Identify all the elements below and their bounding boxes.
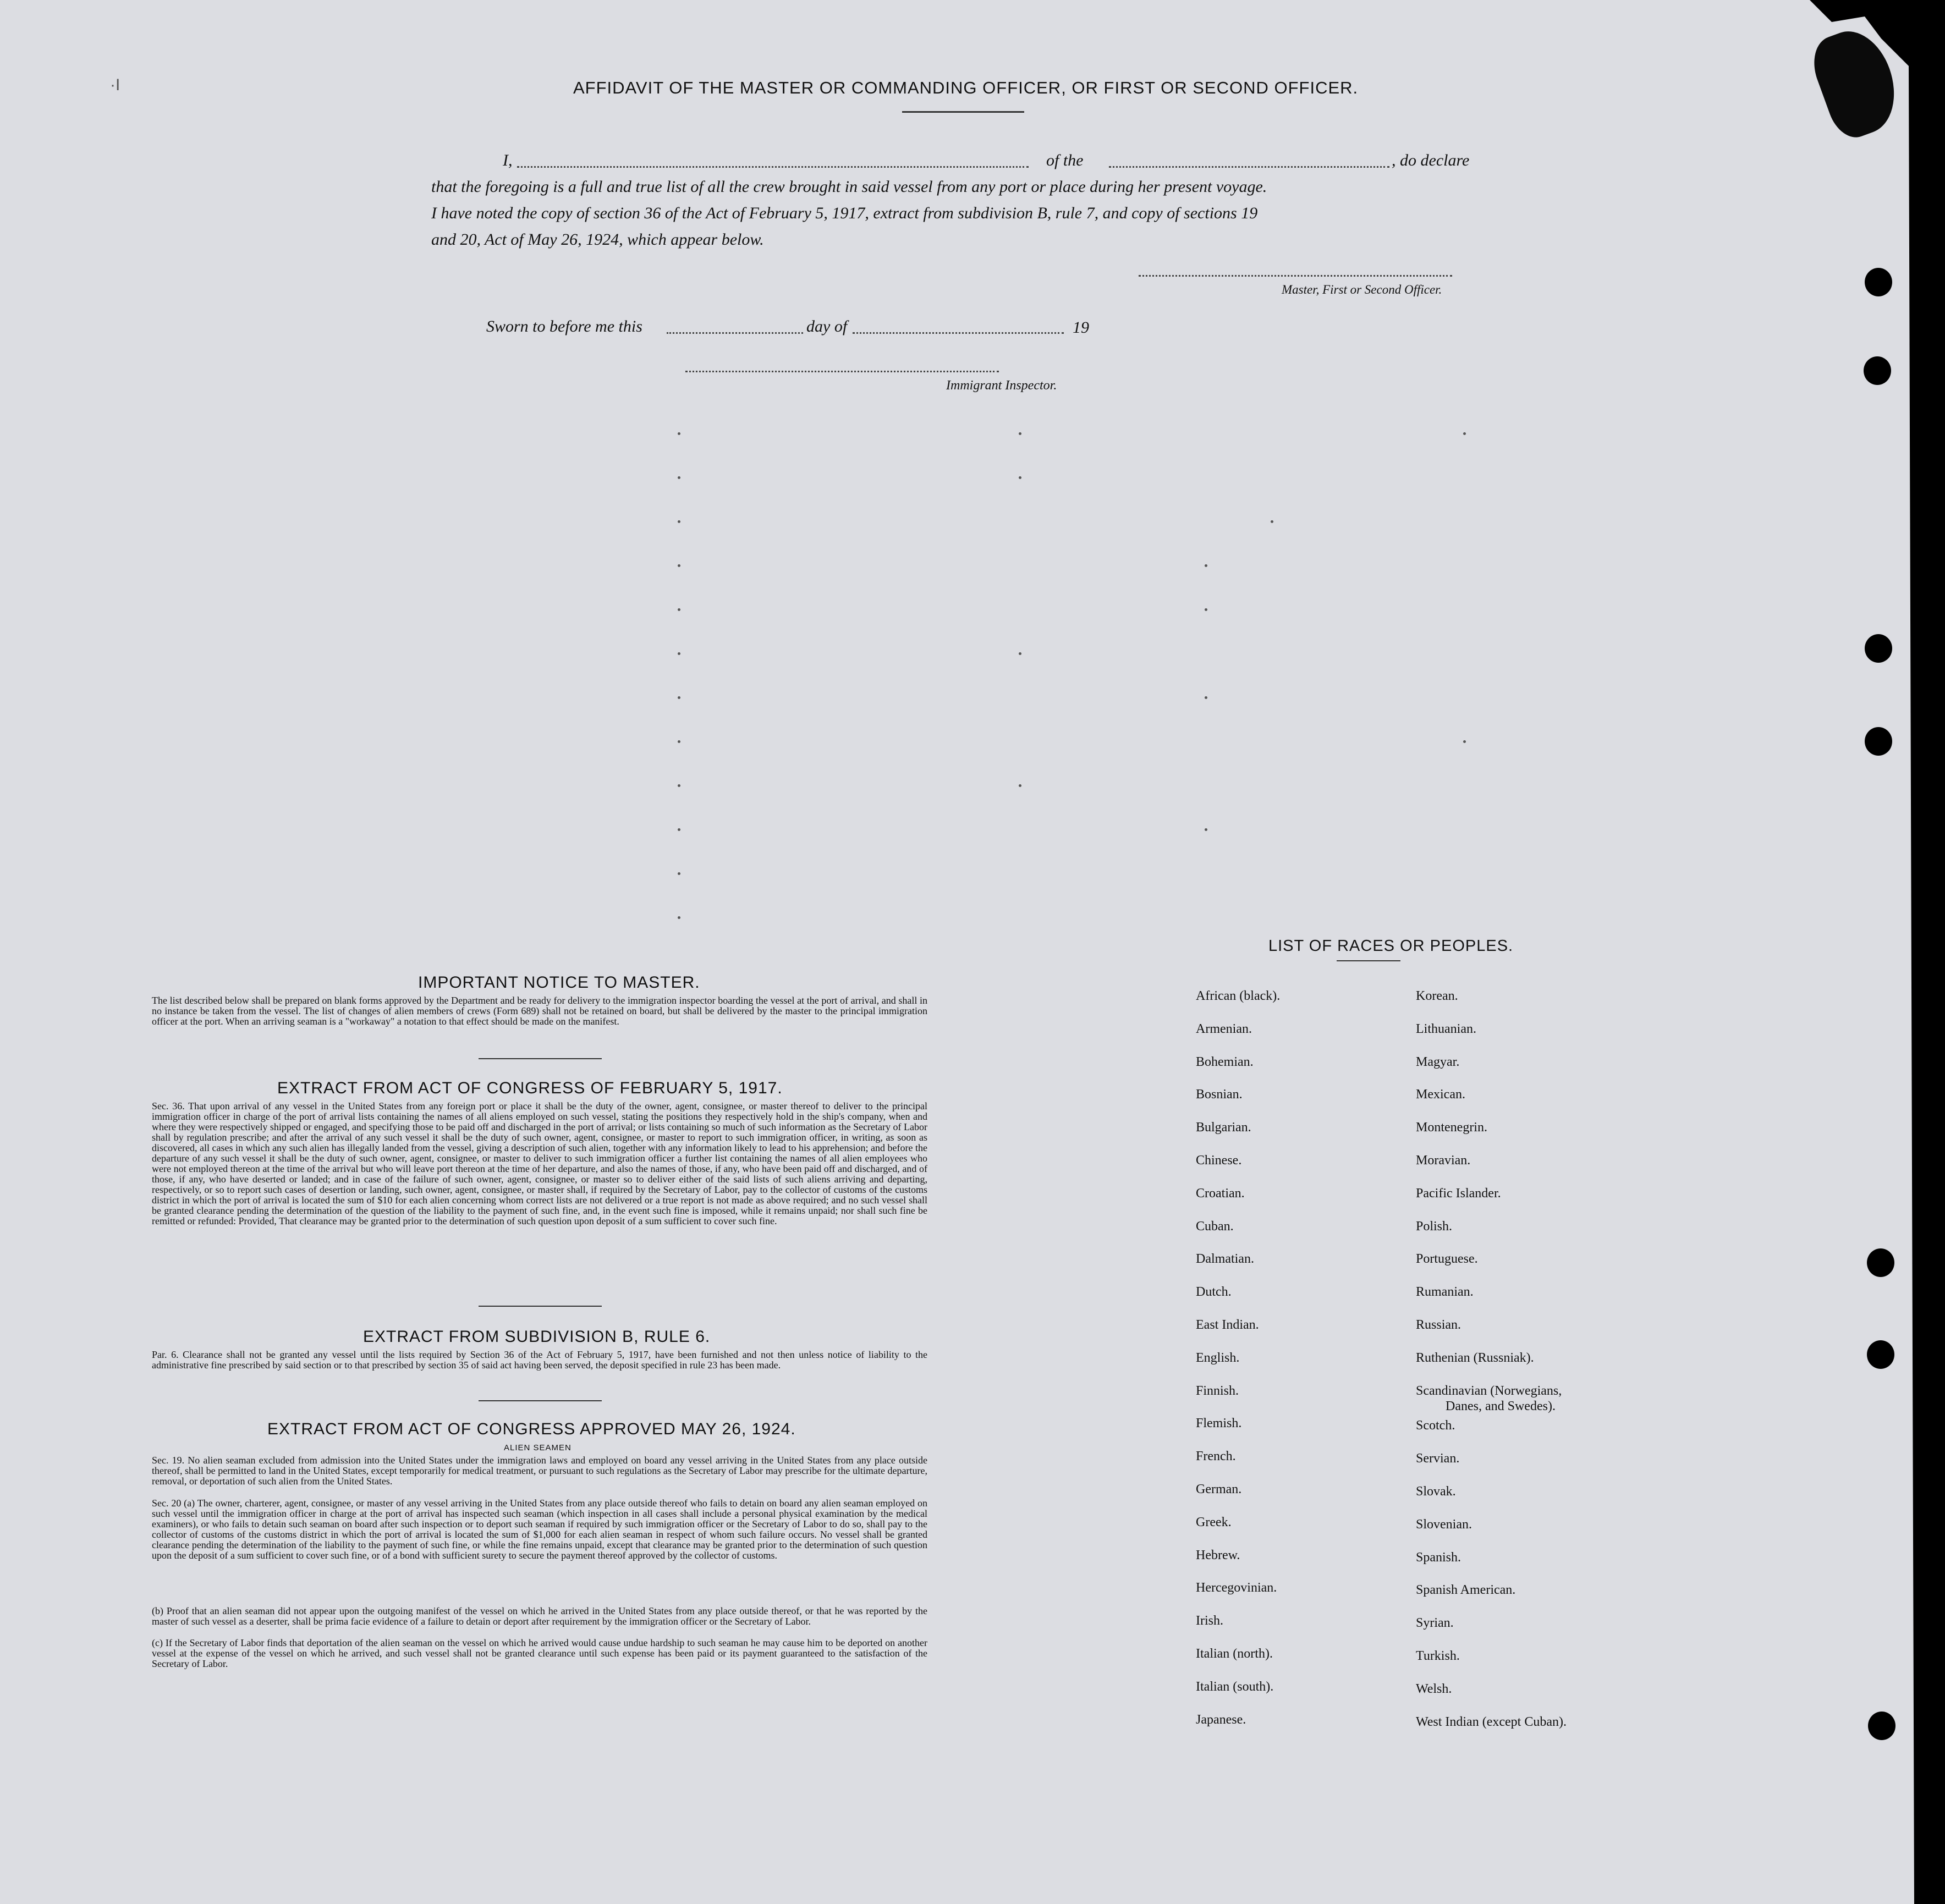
race-item: Armenian.: [1196, 1021, 1252, 1036]
race-item: Rumanian.: [1416, 1285, 1474, 1300]
affidavit-title: AFFIDAVIT OF THE MASTER OR COMMANDING OFFICER, OR FIRST OR SECOND OFFICER.: [573, 78, 1359, 97]
race-item: Moravian.: [1416, 1153, 1471, 1168]
race-item: Greek.: [1196, 1515, 1232, 1529]
race-item: Polish.: [1416, 1219, 1453, 1234]
race-item: Spanish.: [1416, 1550, 1462, 1565]
race-item: Bohemian.: [1196, 1054, 1254, 1069]
extract-rule-divider: [479, 1400, 602, 1401]
extract-1924-sec20c: (c) If the Secretary of Labor finds that deportation of the alien seaman on the vessel on which he arrived would cause undue hardship to such seaman he may cause him to be deported on another vessel at the expense of the vessel on which he arrived, and such vessel shall not be granted clearance until such expense has been paid or its payment guaranteed to the satisfaction of the Secretary of Labor.: [152, 1637, 927, 1669]
race-item: Scandinavian (Norwegians,: [1416, 1383, 1562, 1398]
race-item: Portuguese.: [1416, 1252, 1478, 1267]
race-item: Slovak.: [1416, 1484, 1456, 1499]
affidavit-line-3: I have noted the copy of section 36 of the Act of February 5, 1917, extract from subdivision B, rule 7, and copy of sections 19: [431, 204, 1258, 222]
extract-rule-title: EXTRACT FROM SUBDIVISION B, RULE 6.: [363, 1328, 711, 1346]
race-item: Spanish American.: [1416, 1583, 1516, 1598]
affidavit-line-4: and 20, Act of May 26, 1924, which appear below.: [431, 230, 764, 249]
race-item: Italian (south).: [1196, 1679, 1274, 1694]
race-item: Hercegovinian.: [1196, 1581, 1277, 1595]
race-item: Dalmatian.: [1196, 1252, 1254, 1267]
affidavit-of-the: of the: [1046, 151, 1084, 169]
race-item: Slovenian.: [1416, 1517, 1472, 1532]
race-item: Russian.: [1416, 1318, 1462, 1332]
extract-1924-sec19: Sec. 19. No alien seaman excluded from admission into the United States under the immigration laws and employed on board any vessel arriving in the United States from any place outside thereof, shall be permitted to land in the United States, except temporarily for medical treatment, or pursuant to such regulations as the Secretary of Labor may prescribe for the ultimate departure, removal, or deportation of such alien from the United States.: [152, 1455, 927, 1487]
race-item: Syrian.: [1416, 1616, 1454, 1631]
race-item: Bosnian.: [1196, 1087, 1243, 1102]
notice-text: The list described below shall be prepared on blank forms approved by the Department and be ready for delivery to the immigration inspector boarding the vessel at the port of arrival, and shall in no instance be taken from the vessel. The list of changes of alien members of crews (Form 689) shall not be retained on board, but shall be delivered by the master to the principal immigration officer at the port. When an arriving seaman is a "workaway" a notation to that effect should be made on the manifest.: [152, 995, 927, 1027]
extract-1924-sec20b: (b) Proof that an alien seaman did not appear upon the outgoing manifest of the vessel on which he arrived in the United States from any place outside thereof, or that he was reported by the master of such vessel as a deserter, shall be prima facie evidence of a failure to detain or deport after requirement by the immigration officer or the Secretary of Labor.: [152, 1605, 927, 1627]
race-item: Croatian.: [1196, 1186, 1245, 1201]
affidavit-do-declare: , do declare: [1392, 151, 1470, 169]
race-item: Korean.: [1416, 989, 1458, 1003]
extract-1917-title: EXTRACT FROM ACT OF CONGRESS OF FEBRUARY 5, 1917.: [277, 1079, 783, 1097]
race-item: Magyar.: [1416, 1054, 1460, 1069]
race-item: Montenegrin.: [1416, 1120, 1487, 1135]
race-item: Irish.: [1196, 1614, 1223, 1628]
extract-1917-divider: [479, 1306, 602, 1307]
race-item: Pacific Islander.: [1416, 1186, 1501, 1201]
race-item: Lithuanian.: [1416, 1021, 1476, 1036]
race-item: Mexican.: [1416, 1087, 1465, 1102]
races-title: LIST OF RACES OR PEOPLES.: [1268, 937, 1514, 955]
day-of-label: day of: [806, 317, 848, 335]
sworn-label: Sworn to before me this: [486, 317, 642, 335]
race-item: German.: [1196, 1482, 1242, 1496]
extract-1924-sec20a: Sec. 20 (a) The owner, charterer, agent, consignee, or master of any vessel arriving in the United States from any place outside thereof who fails to detain on board any alien seaman employed on such vessel until the immigration officer in charge at the port of arrival has inspected such seaman (which inspection in all cases shall include a personal physical examination by the medical examiners), or who fails to detain such seaman on board after such inspection or to deport such seaman if required by such immigration officer or the Secretary of Labor to do so, shall pay to the collector of customs of the customs district in which the port of arrival is located the sum of $1,000 for each alien seaman in respect of whom such failure occurs. No vessel shall be granted clearance pending the determination of the liability to the payment of such fine, or while the fine remains unpaid, except that clearance may be granted prior to the determination of such question upon the deposit of a sum sufficient to cover such fine, or of a bond with sufficient surety to secure the payment thereof approved by the collector of customs.: [152, 1498, 927, 1561]
master-caption: Master, First or Second Officer.: [1282, 283, 1442, 296]
margin-mark: ·I: [110, 76, 120, 94]
race-item: French.: [1196, 1449, 1236, 1464]
race-item: Servian.: [1416, 1451, 1460, 1466]
race-item: Dutch.: [1196, 1285, 1232, 1300]
affidavit-i-label: I,: [503, 151, 513, 169]
races-underline: [1337, 960, 1400, 961]
inspector-caption: Immigrant Inspector.: [946, 378, 1057, 393]
notice-divider: [479, 1058, 602, 1059]
extract-1924-subtitle: ALIEN SEAMEN: [504, 1443, 572, 1452]
extract-1917-text: Sec. 36. That upon arrival of any vessel in the United States from any foreign port or place it shall be the duty of the owner, agent, consignee, or master thereof to deliver to the principal immigration officer in charge of the port of arrival lists containing the names of all aliens employed on such vessel, stating the positions they respectively hold in the ship's company, when and where they were respectively shipped or engaged, and specifying those to be paid off and discharged in the port of arrival; or lists containing so much of such information as the Secretary of Labor shall by regulation prescribe; and after the arrival of any such vessel it shall be the duty of such owner, agent, consignee, or master to report to such immigration officer, in writing, as soon as discovered, all cases in which any such alien has illegally landed from the vessel, giving a description of such alien, together with any information likely to lead to his apprehension; and before the departure of any such vessel it shall be the duty of such owner, agent, consignee, or master to deliver to such immigration officer a further list containing the names of all alien employees who were not employed thereon at the time of the arrival but who will leave port thereon at the time of her departure, and also the names of those, if any, who have been paid off and discharged, and of those, if any, who have deserted or landed; and in case of the failure of such owner, agent, consignee, or master so to deliver either of the said lists of such aliens arriving and departing, respectively, or so to report such cases of desertion or landing, such owner, agent, consignee, or master shall, if required by the Secretary of Labor, pay to the collector of customs of the customs district in which the port of arrival is located the sum of $10 for each alien concerning whom correct lists are not delivered or a true report is not made as above required; and no such vessel shall be granted clearance pending the determination of the question of the liability to the payment of such fine, and, in the event such fine is imposed, while it remains unpaid; nor shall such fine be remitted or refunded: Provided, That clearance may be granted prior to the determination of such question upon deposit of a sum sufficient to cover such fine.: [152, 1100, 927, 1226]
race-item: English.: [1196, 1350, 1240, 1365]
race-item: Finnish.: [1196, 1383, 1239, 1398]
notice-title: IMPORTANT NOTICE TO MASTER.: [418, 973, 700, 992]
race-item: Welsh.: [1416, 1681, 1452, 1696]
race-item: Hebrew.: [1196, 1548, 1240, 1562]
race-item: Turkish.: [1416, 1649, 1460, 1663]
extract-1924-title: EXTRACT FROM ACT OF CONGRESS APPROVED MAY 26, 1924.: [267, 1420, 796, 1438]
race-item: Cuban.: [1196, 1219, 1234, 1234]
race-item: East Indian.: [1196, 1318, 1259, 1332]
race-item: Scotch.: [1416, 1418, 1455, 1433]
year-prefix: 19: [1073, 318, 1089, 337]
race-item: West Indian (except Cuban).: [1416, 1714, 1567, 1729]
race-item: Ruthenian (Russniak).: [1416, 1350, 1534, 1365]
scandinavian-continuation: Danes, and Swedes).: [1446, 1399, 1556, 1413]
race-item: Chinese.: [1196, 1153, 1242, 1168]
race-item: African (black).: [1196, 989, 1281, 1003]
extract-rule-text: Par. 6. Clearance shall not be granted any vessel until the lists required by Section 36 of the Act of February 5, 1917, have been furnished and not then unless notice of liability to the administrative fine prescribed by said section or to that prescribed by section 35 of said act having been served, the deposit specified in rule 23 has been made.: [152, 1349, 927, 1371]
race-item: Flemish.: [1196, 1416, 1242, 1431]
affidavit-line-2: that the foregoing is a full and true list of all the crew brought in said vessel from any port or place during her present voyage.: [431, 178, 1267, 196]
race-item: Italian (north).: [1196, 1647, 1273, 1661]
race-item: Japanese.: [1196, 1712, 1246, 1727]
race-item: Bulgarian.: [1196, 1120, 1251, 1135]
